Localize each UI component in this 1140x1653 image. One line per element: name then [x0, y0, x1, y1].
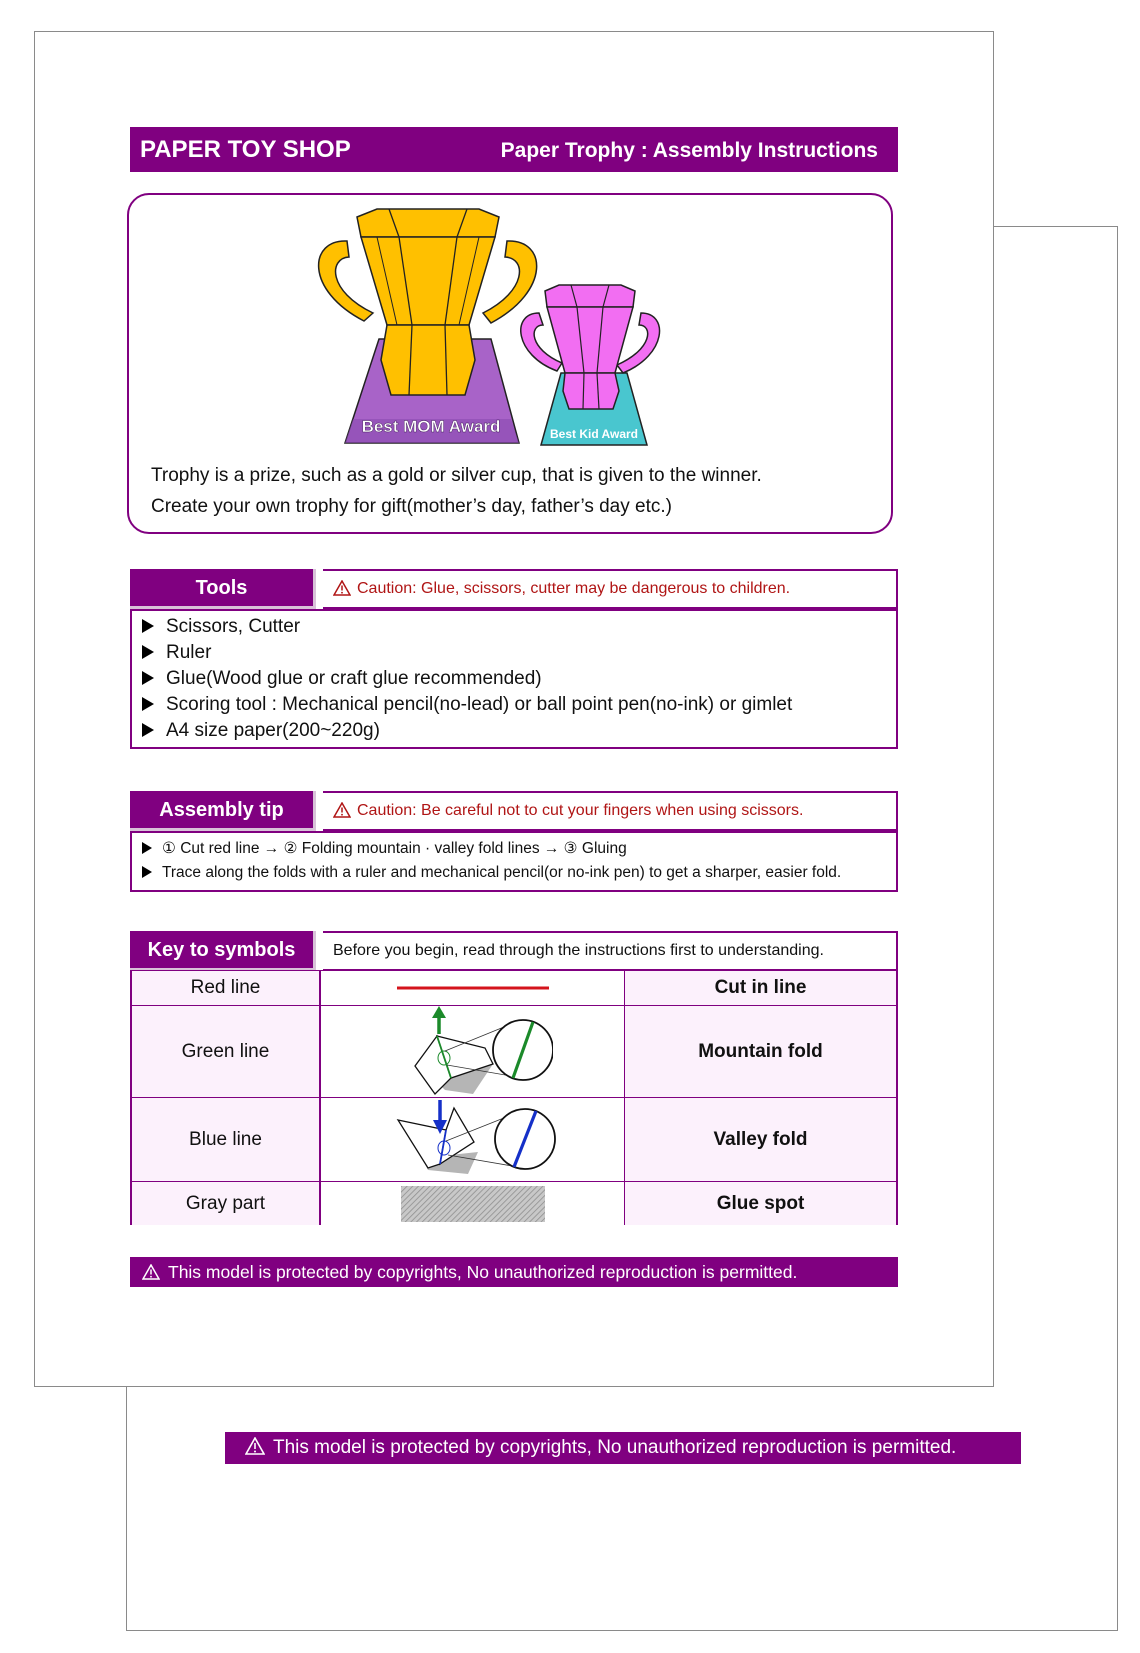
list-item: [142, 668, 542, 690]
assembly-tip-list: [130, 831, 898, 892]
tools-list: [130, 609, 898, 749]
tools-caution: [323, 569, 898, 609]
table-row: [132, 1097, 896, 1181]
list-item-text: Scoring tool : Mechanical pencil(no-lead) or ball point pen(no-ink) or gimlet: [166, 694, 793, 715]
warning-icon: [142, 1264, 160, 1280]
key-to-symbols-table: [130, 970, 898, 1225]
right-triangle-bullet-icon: [142, 842, 152, 854]
line-name-cell: Gray part: [132, 1182, 321, 1225]
key-to-symbols-note: Before you begin, read through the instructions first to understanding.: [323, 931, 898, 971]
right-triangle-bullet-icon: [142, 866, 152, 878]
line-name-cell: Blue line: [132, 1098, 321, 1181]
trophy-large-label: Best MOM Award: [361, 417, 501, 436]
table-row: [132, 1005, 896, 1097]
copyright-bar: [130, 1257, 898, 1287]
brand-name: PAPER TOY SHOP: [140, 136, 351, 163]
meaning-cell: Cut in line: [625, 971, 896, 1005]
trophy-illustration: [129, 195, 895, 465]
line-name-cell: Red line: [132, 971, 321, 1005]
trophy-large: [319, 209, 537, 443]
list-item-text: ① Cut red line → ② Folding mountain · valley fold lines → ③ Gluing: [162, 840, 627, 857]
list-item-text: Trace along the folds with a ruler and mechanical pencil(or no-ink pen) to get a sharper, easier fold.: [162, 864, 842, 881]
list-item-text: Scissors, Cutter: [166, 616, 301, 637]
back-page-copyright-text: This model is protected by copyrights, No unauthorized reproduction is permitted.: [273, 1437, 957, 1458]
meaning-cell: Glue spot: [625, 1182, 896, 1225]
right-triangle-bullet-icon: [142, 671, 154, 685]
warning-icon: [333, 802, 351, 818]
list-item-text: Glue(Wood glue or craft glue recommended): [166, 668, 542, 689]
header-bar: [130, 127, 898, 172]
back-page-copyright-bar: [225, 1432, 1021, 1464]
key-to-symbols-section-label: Key to symbols: [130, 931, 316, 971]
list-item: [142, 864, 841, 882]
table-row: [132, 1181, 896, 1225]
list-item: [142, 720, 380, 742]
list-item-text: Ruler: [166, 642, 212, 663]
meaning-cell: Valley fold: [625, 1098, 896, 1181]
tools-section-label: Tools: [130, 569, 316, 609]
list-item: [142, 616, 300, 638]
hero-panel: [127, 193, 893, 534]
front-page: [34, 31, 994, 1387]
mountain-fold-diagram-icon: [393, 1006, 553, 1098]
tools-caution-text: Caution: Glue, scissors, cutter may be dangerous to children.: [357, 580, 791, 597]
hero-description-line: Create your own trophy for gift(mother’s day, father’s day etc.): [151, 496, 672, 517]
symbol-cell: [321, 971, 625, 1005]
symbol-cell: [321, 1006, 625, 1097]
document-title: Paper Trophy : Assembly Instructions: [500, 139, 878, 162]
meaning-cell: Mountain fold: [625, 1006, 896, 1097]
copyright-text: This model is protected by copyrights, No unauthorized reproduction is permitted.: [168, 1262, 798, 1282]
warning-icon: [333, 580, 351, 596]
trophy-small: [521, 285, 660, 445]
valley-fold-diagram-icon: [388, 1098, 558, 1182]
list-item: [142, 694, 792, 716]
symbol-cell: [321, 1182, 625, 1225]
assembly-tip-section-label: Assembly tip: [130, 791, 316, 831]
right-triangle-bullet-icon: [142, 697, 154, 711]
right-triangle-bullet-icon: [142, 723, 154, 737]
right-triangle-bullet-icon: [142, 619, 154, 633]
hero-description-line: Trophy is a prize, such as a gold or silver cup, that is given to the winner.: [151, 465, 762, 486]
assembly-tip-caution-text: Caution: Be careful not to cut your fingers when using scissors.: [357, 802, 804, 819]
line-name-cell: Green line: [132, 1006, 321, 1097]
list-item: [142, 839, 627, 858]
table-row: [132, 970, 896, 1005]
trophy-small-label: Best Kid Award: [549, 427, 639, 441]
warning-icon: [245, 1437, 265, 1455]
red-cut-line-symbol: [393, 985, 553, 991]
list-item-text: A4 size paper(200~220g): [166, 720, 380, 741]
symbol-cell: [321, 1098, 625, 1181]
right-triangle-bullet-icon: [142, 645, 154, 659]
list-item: [142, 642, 211, 664]
assembly-tip-caution: [323, 791, 898, 831]
glue-spot-symbol: [401, 1186, 545, 1222]
